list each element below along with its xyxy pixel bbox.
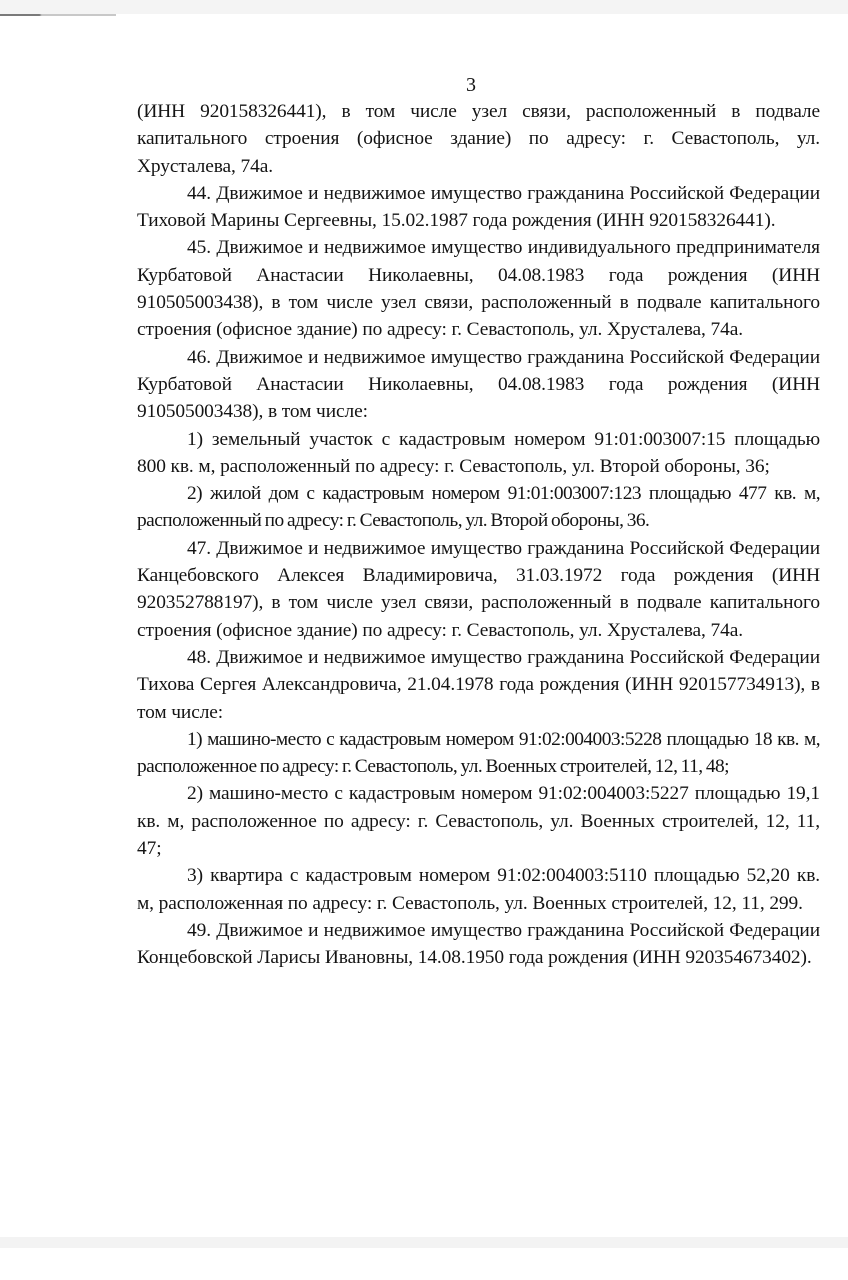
paragraph-45: 45. Движимое и недвижимое имущество индивидуального предпринимателя Курбатовой Анастасии Николаевны, 04.08.1983 года рождения (ИНН 910505003438), в том числе узел связи, расположенный в подвале капитального строения (офисное здание) по адресу: г. Севастополь, ул. Хрусталева, 74а.	[137, 237, 820, 341]
paragraph-44: 44. Движимое и недвижимое имущество гражданина Российской Федерации Тиховой Марины Сергеевны, 15.02.1987 года рождения (ИНН 920158326441).	[137, 182, 820, 232]
paragraph-48-item-3: 3) квартира с кадастровым номером 91:02:004003:5110 площадью 52,20 кв. м, расположенная по адресу: г. Севастополь, ул. Военных строителей, 12, 11, 299.	[137, 865, 820, 914]
paragraph-46-item-1: 1) земельный участок с кадастровым номером 91:01:003007:15 площадью 800 кв. м, расположенный по адресу: г. Севастополь, ул. Второй обороны, 36;	[137, 428, 820, 477]
loading-progress-bar	[0, 14, 116, 16]
paragraph-46-item-2: 2) жилой дом с кадастровым номером 91:01:003007:123 площадью 477 кв. м, расположенный по адресу: г. Севастополь, ул. Второй обороны, 36.	[137, 483, 820, 532]
viewer-page-separator	[0, 1237, 848, 1248]
paragraph-48-item-2: 2) машино-место с кадастровым номером 91:02:004003:5227 площадью 19,1 кв. м, расположенное по адресу: г. Севастополь, ул. Военных строителей, 12, 11, 47;	[137, 783, 820, 860]
paragraph-49: 49. Движимое и недвижимое имущество гражданина Российской Федерации Концебовской Ларисы Ивановны, 14.08.1950 года рождения (ИНН 920354673402).	[137, 919, 820, 969]
viewer-top-bar	[0, 0, 848, 14]
paragraph-48: 48. Движимое и недвижимое имущество гражданина Российской Федерации Тихова Сергея Александровича, 21.04.1978 года рождения (ИНН 920157734913), в том числе:	[137, 646, 820, 723]
paragraph-46: 46. Движимое и недвижимое имущество гражданина Российской Федерации Курбатовой Анастасии Николаевны, 04.08.1983 года рождения (ИНН 910505003438), в том числе:	[137, 346, 820, 423]
paragraph-48-item-1: 1) машино-место с кадастровым номером 91:02:004003:5228 площадью 18 кв. м, расположенное по адресу: г. Севастополь, ул. Военных строителей, 12, 11, 48;	[137, 728, 820, 778]
paragraph-43-continuation: (ИНН 920158326441), в том числе узел связи, расположенный в подвале капитального строения (офисное здание) по адресу: г. Севастополь, ул. Хрусталева, 74а.	[137, 101, 820, 177]
paragraph-47: 47. Движимое и недвижимое имущество гражданина Российской Федерации Канцебовского Алексея Владимировича, 31.03.1972 года рождения (ИНН 920352788197), в том числе узел связи, расположенный в подвале капитального строения (офисное здание) по адресу: г. Севастополь, ул. Хрусталева, 74а.	[137, 537, 820, 641]
document-body	[137, 98, 820, 972]
page-number: 3	[466, 74, 476, 96]
